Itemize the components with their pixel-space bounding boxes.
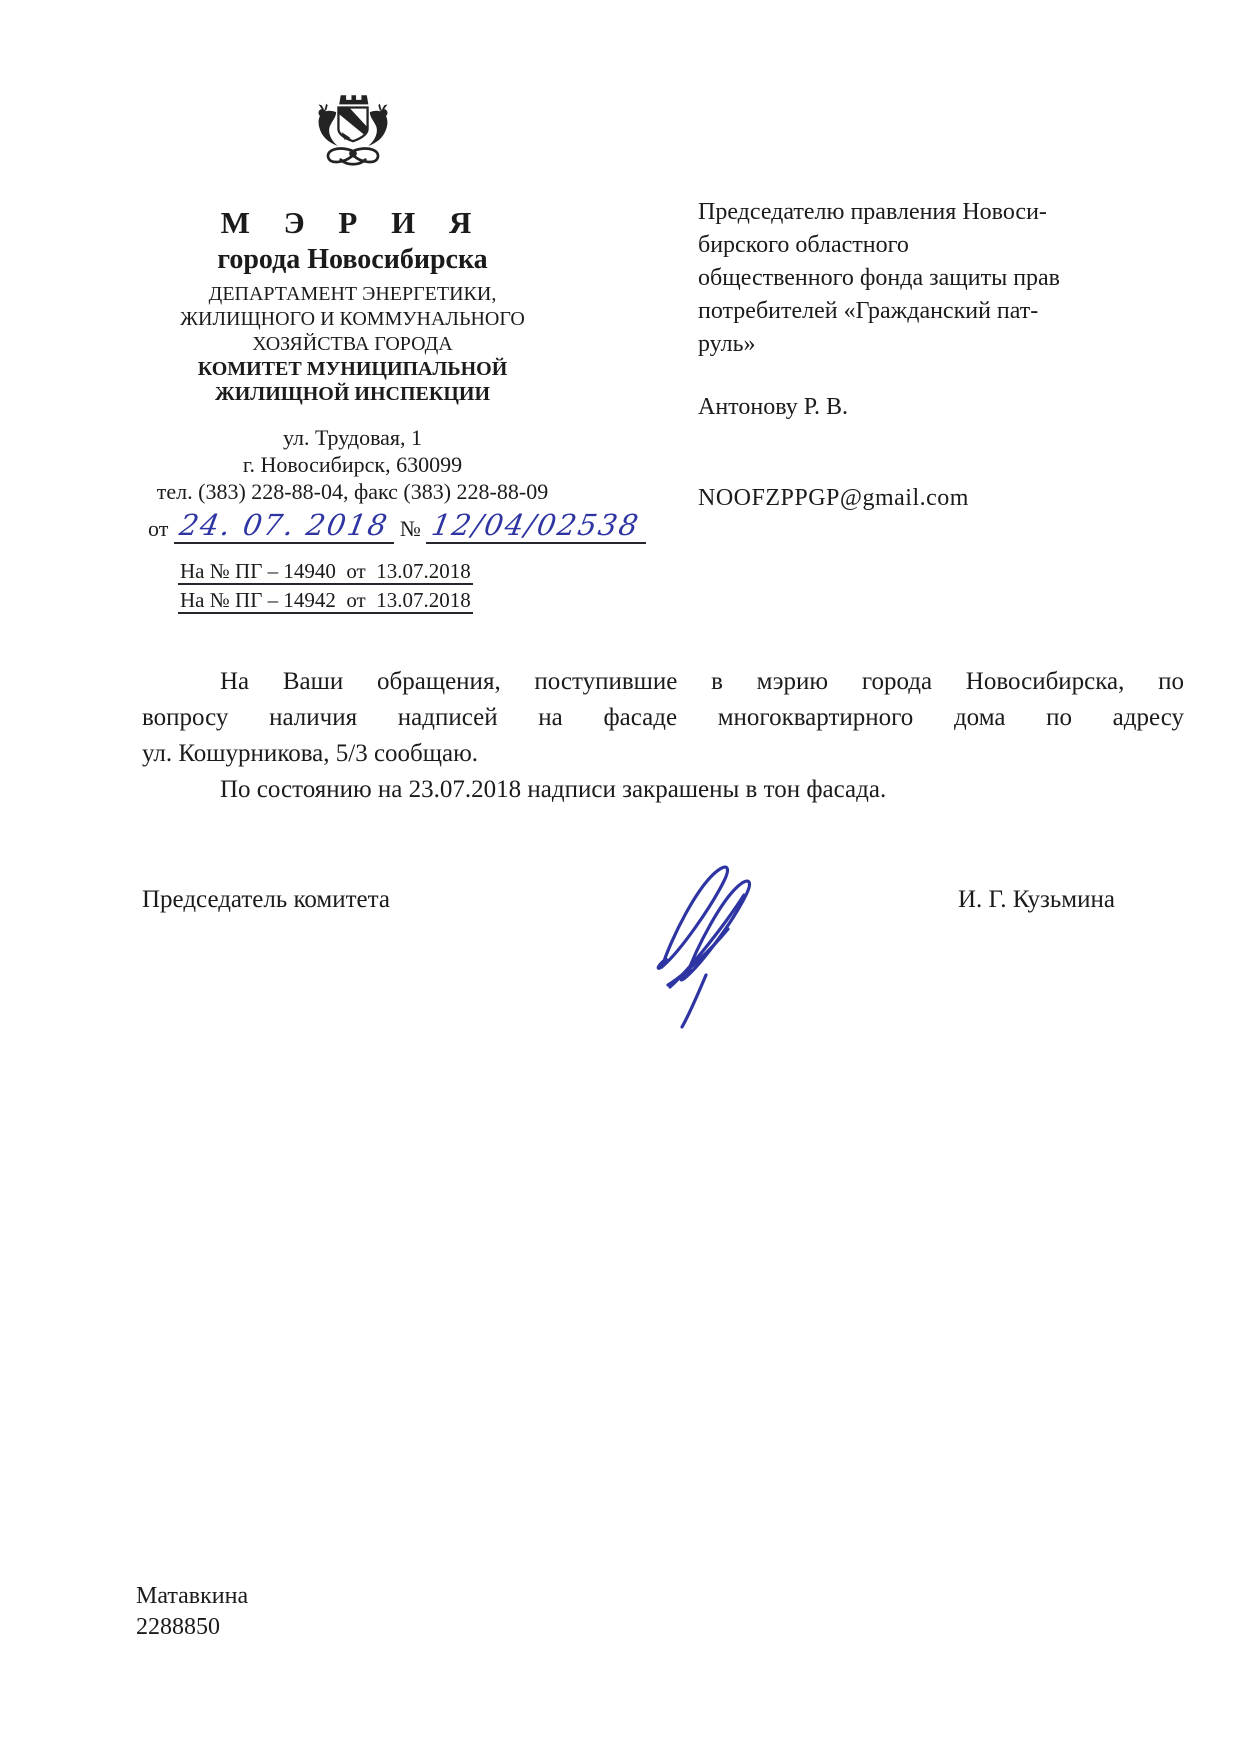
- body-line-4: По состоянию на 23.07.2018 надписи закрашены в тон фасада.: [220, 776, 887, 803]
- recipient-line-4: потребителей «Гражданский пат-: [698, 298, 1039, 324]
- body-line-1: На Ваши обращения, поступившие в мэрию города Новосибирска, по: [220, 668, 1184, 695]
- committee-line-2: ЖИЛИЩНОЙ ИНСПЕКЦИИ: [214, 383, 491, 405]
- signer-position-title: Председатель комитета: [142, 886, 390, 913]
- recipient-email: NOOFZPPGP@gmail.com: [698, 485, 969, 511]
- org-title: М Э Р И Я: [220, 205, 485, 240]
- executor-phone: 2288850: [136, 1614, 220, 1640]
- reference-block: [130, 560, 575, 618]
- novosibirsk-coat-of-arms-icon: [307, 92, 399, 192]
- handwritten-date: 24. 07. 2018: [176, 508, 392, 542]
- recipient-line-3: общественного фонда защиты прав: [698, 265, 1061, 291]
- org-subtitle: города Новосибирска: [217, 244, 488, 275]
- body-line-3: ул. Кошурникова, 5/3 сообщаю.: [142, 740, 479, 767]
- executor-block: [136, 1581, 248, 1643]
- reference-line-1: На № ПГ – 14940 от 13.07.2018: [180, 559, 471, 583]
- handwritten-number: 12/04/02538: [429, 508, 643, 542]
- recipient-line-5: руль»: [698, 331, 756, 357]
- address-street: ул. Трудовая, 1: [282, 425, 423, 450]
- recipient-line-1: Председателю правления Новоси-: [698, 199, 1047, 225]
- department-line-2: ЖИЛИЩНОГО И КОММУНАЛЬНОГО: [180, 308, 525, 330]
- outgoing-date-blank: [174, 508, 394, 544]
- recipient-block: [698, 196, 1118, 515]
- address-city: г. Новосибирск, 630099: [242, 452, 463, 477]
- address-block: [130, 424, 575, 505]
- handwritten-signature-icon: [640, 855, 790, 1035]
- department-line-3: ХОЗЯЙСТВА ГОРОДА: [252, 333, 453, 355]
- outgoing-number-blank: [426, 508, 646, 544]
- executor-name: Матавкина: [136, 1583, 249, 1609]
- department-line-1: ДЕПАРТАМЕНТ ЭНЕРГЕТИКИ,: [208, 283, 497, 305]
- outgoing-date-number-line: [130, 508, 643, 544]
- from-label: от: [148, 516, 169, 541]
- letter-body: [142, 664, 1184, 808]
- body-line-2: вопросу наличия надписей на фасаде многоквартирного дома по адресу: [142, 704, 1184, 731]
- number-sign: №: [399, 516, 421, 541]
- address-phone-fax: тел. (383) 228-88-04, факс (383) 228-88-09: [156, 479, 549, 504]
- letterhead: [130, 92, 643, 618]
- recipient-line-2: бирского областного: [698, 232, 909, 258]
- signer-name: И. Г. Кузьмина: [958, 886, 1115, 913]
- reference-line-2: На № ПГ – 14942 от 13.07.2018: [180, 588, 471, 612]
- recipient-name: Антонову Р. В.: [698, 394, 849, 420]
- committee-line-1: КОМИТЕТ МУНИЦИПАЛЬНОЙ: [197, 358, 508, 380]
